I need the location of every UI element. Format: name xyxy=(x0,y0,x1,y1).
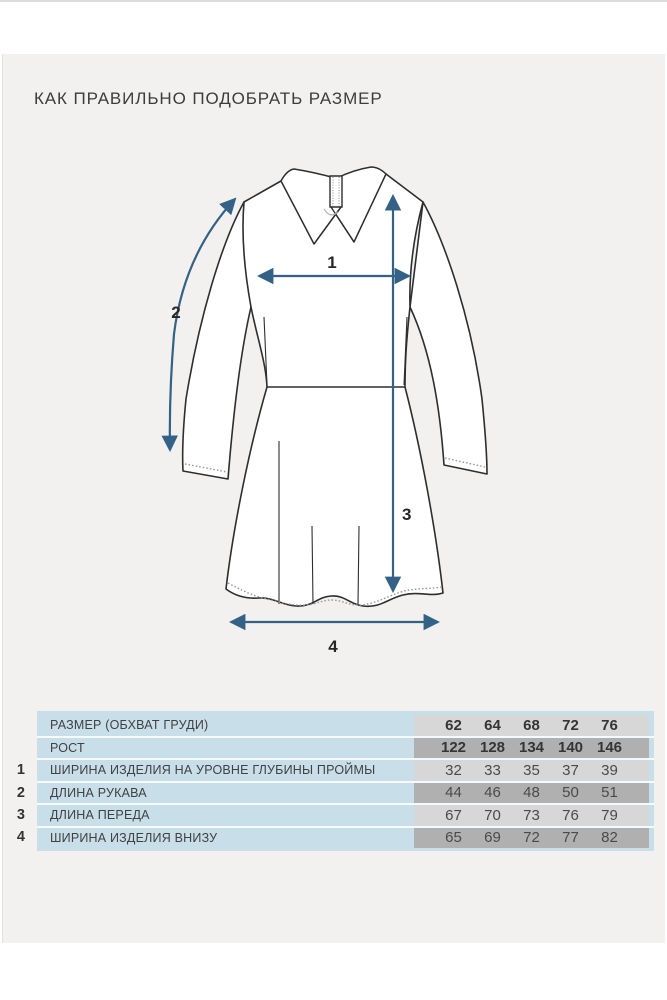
label-1: 1 xyxy=(327,253,337,272)
row-label: РОСТ xyxy=(50,740,85,755)
row-pad xyxy=(649,738,654,759)
row-values xyxy=(414,828,649,849)
row-number: 4 xyxy=(16,828,25,845)
row-number xyxy=(3,737,25,759)
cell: 134 xyxy=(518,739,545,757)
cell: 62 xyxy=(445,716,462,734)
table-row-armhole-width xyxy=(37,760,654,783)
size-table xyxy=(37,711,654,851)
cell: 51 xyxy=(601,784,618,802)
left-sleeve xyxy=(183,202,251,479)
table-row-size xyxy=(37,715,654,738)
size-guide-canvas xyxy=(2,54,665,943)
cell: 72 xyxy=(523,829,540,847)
row-number: 1 xyxy=(16,762,25,779)
cell: 32 xyxy=(445,761,462,779)
cell: 70 xyxy=(484,806,501,824)
cell: 73 xyxy=(523,806,540,824)
row-values xyxy=(414,715,649,736)
table-row-height xyxy=(37,738,654,761)
cell: 79 xyxy=(601,806,618,824)
row-values xyxy=(414,738,649,759)
cell: 72 xyxy=(562,716,579,734)
label-4: 4 xyxy=(328,637,338,656)
row-number xyxy=(3,715,25,737)
page-title: КАК ПРАВИЛЬНО ПОДОБРАТЬ РАЗМЕР xyxy=(34,89,383,108)
cell: 82 xyxy=(601,829,618,847)
cell: 69 xyxy=(484,829,501,847)
cell: 37 xyxy=(562,761,579,779)
cell: 140 xyxy=(557,739,584,757)
row-pad xyxy=(649,805,654,826)
top-edge-line xyxy=(0,0,667,2)
table-row-bottom-width xyxy=(37,828,654,849)
row-values xyxy=(414,783,649,804)
cell: 33 xyxy=(484,761,501,779)
row-label: ДЛИНА РУКАВА xyxy=(50,785,147,800)
cell: 146 xyxy=(596,739,623,757)
table-row-front-length xyxy=(37,805,654,828)
cell: 128 xyxy=(479,739,506,757)
cell: 65 xyxy=(445,829,462,847)
row-pad xyxy=(649,715,654,736)
cell: 68 xyxy=(523,716,540,734)
cell: 50 xyxy=(562,784,579,802)
row-pad xyxy=(649,760,654,781)
label-2: 2 xyxy=(171,303,181,322)
row-number: 2 xyxy=(16,784,25,801)
table-row-numbers xyxy=(3,711,25,851)
row-label: ШИРИНА ИЗДЕЛИЯ ВНИЗУ xyxy=(50,830,218,845)
table-row-sleeve-length xyxy=(37,783,654,806)
row-label: ШИРИНА ИЗДЕЛИЯ НА УРОВНЕ ГЛУБИНЫ ПРОЙМЫ xyxy=(50,763,376,778)
cell: 67 xyxy=(445,806,462,824)
row-pad xyxy=(649,828,654,849)
row-label: РАЗМЕР (ОБХВАТ ГРУДИ) xyxy=(50,718,209,733)
right-sleeve xyxy=(410,202,487,474)
cell: 77 xyxy=(562,829,579,847)
cell: 64 xyxy=(484,716,501,734)
cell: 39 xyxy=(601,761,618,779)
row-pad xyxy=(649,783,654,804)
row-number: 3 xyxy=(16,806,25,823)
dress-diagram xyxy=(141,149,531,689)
row-values xyxy=(414,760,649,781)
cell: 76 xyxy=(601,716,618,734)
cell: 44 xyxy=(445,784,462,802)
cell: 35 xyxy=(523,761,540,779)
cell: 46 xyxy=(484,784,501,802)
cell: 76 xyxy=(562,806,579,824)
cell: 48 xyxy=(523,784,540,802)
dress-body xyxy=(226,173,443,607)
row-label: ДЛИНА ПЕРЕДА xyxy=(50,808,150,823)
row-values xyxy=(414,805,649,826)
label-3: 3 xyxy=(402,505,412,524)
cell: 122 xyxy=(440,739,467,757)
